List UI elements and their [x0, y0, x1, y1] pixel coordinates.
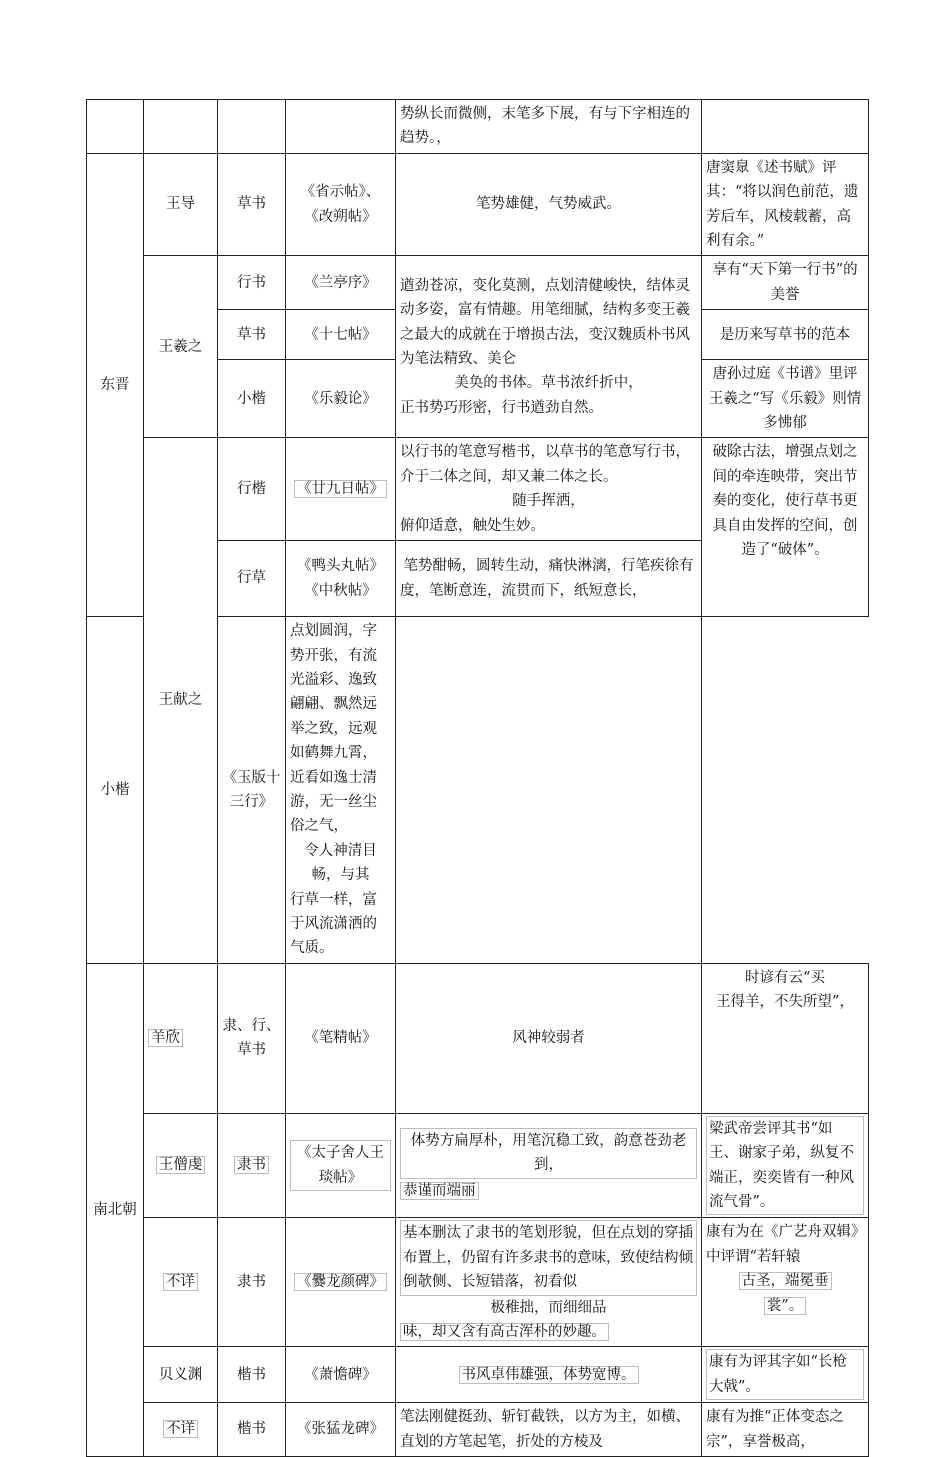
description-cell	[396, 541, 702, 617]
description-cell	[396, 1218, 702, 1347]
dynasty-cell: 南北朝	[87, 963, 144, 1456]
style-cell: 隶、行、草书	[218, 963, 286, 1113]
style-cell: 小楷	[87, 617, 144, 964]
table-row	[87, 153, 869, 256]
style-cell: 行书	[218, 256, 286, 310]
comment-text	[706, 1269, 864, 1293]
description-text: 俯仰适意，触处生妙。	[400, 517, 545, 534]
calligrapher-cell	[144, 100, 218, 154]
comment-cell	[702, 1218, 869, 1347]
calligrapher-cell	[144, 1403, 218, 1457]
description-text	[400, 1179, 697, 1203]
work-cell	[286, 1218, 396, 1347]
comment-text: 古圣，端冕垂	[739, 1272, 832, 1290]
calligrapher-name: 不详	[163, 1420, 198, 1438]
description-cell: 风神较弱者	[396, 963, 702, 1113]
work-cell: 《十七帖》	[286, 310, 396, 360]
comment-cell: 唐窦臮《述书赋》评其：“将以润色前范，遗芳后车，风棱载蓄，高利有余。”	[702, 153, 869, 256]
calligrapher-cell: 贝义渊	[144, 1347, 218, 1403]
comment-cell	[702, 1347, 869, 1403]
work-cell: 《乐毅论》	[286, 360, 396, 438]
comment-text: 康有为在《广艺舟双辑》中评谓“若轩辕	[706, 1224, 859, 1265]
description-cell: 笔法刚健挺劲、斩钉截铁，以方为主，如横、直划的方笔起笔，折处的方棱及	[396, 1403, 702, 1457]
description-text: 味，却又含有高古浑朴的妙趣。	[400, 1323, 609, 1341]
work-cell: 《笔精帖》	[286, 963, 396, 1113]
description-text: 行草一样，富于风流潇洒的气质。	[290, 891, 377, 957]
work-cell	[286, 100, 396, 154]
comment-cell: 康有为推“正体变态之宗”，享誉极高，	[702, 1403, 869, 1457]
style-cell: 草书	[218, 310, 286, 360]
style-cell	[218, 1113, 286, 1218]
style-cell: 隶书	[218, 1218, 286, 1347]
work-cell: 《萧憺碑》	[286, 1347, 396, 1403]
calligrapher-cell: 王羲之	[144, 256, 218, 438]
calligraphy-table	[86, 99, 869, 1457]
description-text: 书风卓伟雄强，体势宽博。	[459, 1366, 639, 1384]
work-cell: 《玉版十三行》	[218, 617, 286, 964]
style-cell: 小楷	[218, 360, 286, 438]
description-cell	[396, 438, 702, 541]
work-title: 《中秋帖》	[304, 582, 377, 599]
work-cell: 《兰亭序》	[286, 256, 396, 310]
comment-text: 裳”。	[764, 1297, 806, 1315]
comment-cell	[702, 100, 869, 154]
description-cell: 势纵长而微侧，末笔多下展，有与下字相连的趋势。，	[396, 100, 702, 154]
comment-text: 王得羊，不失所望”，	[716, 994, 854, 1011]
calligrapher-cell	[144, 1218, 218, 1347]
description-cell	[286, 617, 396, 964]
description-text: 笔势酣畅，圆转生动，痛快淋漓，行笔疾徐有	[403, 558, 694, 575]
description-text: 体势方扁厚朴，用笔沉稳工致，韵意苍劲老到，	[400, 1128, 697, 1179]
style-cell	[218, 100, 286, 154]
table-row	[87, 963, 869, 1113]
description-text	[400, 1320, 697, 1344]
style-cell: 楷书	[218, 1347, 286, 1403]
style-cell: 草书	[218, 153, 286, 256]
comment-cell: 享有“天下第一行书”的美誉	[702, 256, 869, 310]
calligrapher-cell: 王献之	[144, 438, 218, 963]
style-name: 隶书	[234, 1156, 269, 1174]
comment-cell	[702, 963, 869, 1113]
description-text: 令人神清目畅，与其	[304, 842, 377, 884]
comment-text: 康有为评其字如“长枪大戟”。	[706, 1349, 864, 1400]
table-row	[87, 1113, 869, 1218]
description-text: 恭谨而端丽	[400, 1182, 479, 1200]
style-cell: 楷书	[218, 1403, 286, 1457]
comment-cell	[702, 1113, 869, 1218]
style-cell: 行草	[218, 541, 286, 617]
comment-cell: 是历来写草书的范本	[702, 310, 869, 360]
description-text: 遒劲苍凉，变化莫测，点划清健峻快，结体灵动多姿，富有情趣。用笔细腻，结构多变王羲之最大的成就在于增损古法，变汉魏质朴书风为笔法精致、美仑	[400, 277, 690, 367]
calligrapher-cell: 王导	[144, 153, 218, 256]
description-text: 度，笔断意连，流贯而下，纸短意长，	[400, 582, 647, 599]
calligrapher-name: 王僧虔	[156, 1156, 206, 1174]
comment-text: 时谚有云“买	[745, 969, 825, 986]
description-text: 美奂的书体。草书浓纤折中，	[454, 375, 643, 392]
description-text: 极稚拙，而细细品	[490, 1299, 607, 1316]
calligrapher-cell	[144, 963, 218, 1113]
description-text: 基本删汰了隶书的笔划形貌，但在点划的穿插布置上，仍留有许多隶书的意味，致使结构倾倒欹侧、长短错落，初看似	[400, 1220, 697, 1295]
work-cell: 《张猛龙碑》	[286, 1403, 396, 1457]
work-cell	[286, 541, 396, 617]
comment-cell: 唐孙过庭《书谱》里评王羲之“写《乐毅》则情多怫郁	[702, 360, 869, 438]
description-text: 随手挥洒，	[512, 493, 585, 510]
table-row	[87, 1218, 869, 1347]
work-title: 《鸭头丸帖》	[297, 558, 384, 575]
description-cell: 笔势雄健，气势威武。	[396, 153, 702, 256]
description-cell	[396, 1347, 702, 1403]
comment-text: 梁武帝尝评其书“如王、谢家子弟，纵复不端正，奕奕皆有一种风流气骨”。	[706, 1116, 864, 1216]
table-row	[87, 100, 869, 154]
calligrapher-name: 羊欣	[148, 1029, 183, 1047]
comment-cell: 破除古法，增强点划之间的牵连映带，突出节奏的变化，使行草书更具自由发挥的空间，创造了“破体”。	[702, 438, 869, 617]
description-cell	[396, 1113, 702, 1218]
table-row	[87, 1347, 869, 1403]
description-cell	[396, 256, 702, 438]
dynasty-cell	[87, 100, 144, 154]
style-cell: 行楷	[218, 438, 286, 541]
table-row	[87, 438, 869, 541]
description-text: 正书势巧形密，行书遒劲自然。	[400, 399, 603, 416]
work-cell: 《省示帖》、《改朔帖》	[286, 153, 396, 256]
work-title: 《太子舍人王琰帖》	[290, 1140, 391, 1191]
calligrapher-cell	[144, 1113, 218, 1218]
work-cell	[286, 438, 396, 541]
calligrapher-name: 不详	[163, 1273, 198, 1291]
table-row	[87, 1403, 869, 1457]
description-text: 点划圆润，字势开张，有流光溢彩、逸致翩翩、飘然远举之致，远观如鹤舞九霄，近看如逸士清游，无一丝尘俗之气，	[290, 623, 377, 835]
work-cell	[286, 1113, 396, 1218]
work-title: 《廿九日帖》	[294, 480, 387, 498]
comment-cell	[396, 617, 702, 964]
table-row	[87, 256, 869, 310]
dynasty-cell: 东晋	[87, 153, 144, 616]
description-text: 以行书的笔意写楷书，以草书的笔意写行书，介于二体之间，却又兼二体之长。	[400, 444, 690, 485]
comment-text	[706, 1294, 864, 1318]
work-title: 《爨龙颜碑》	[294, 1273, 387, 1291]
